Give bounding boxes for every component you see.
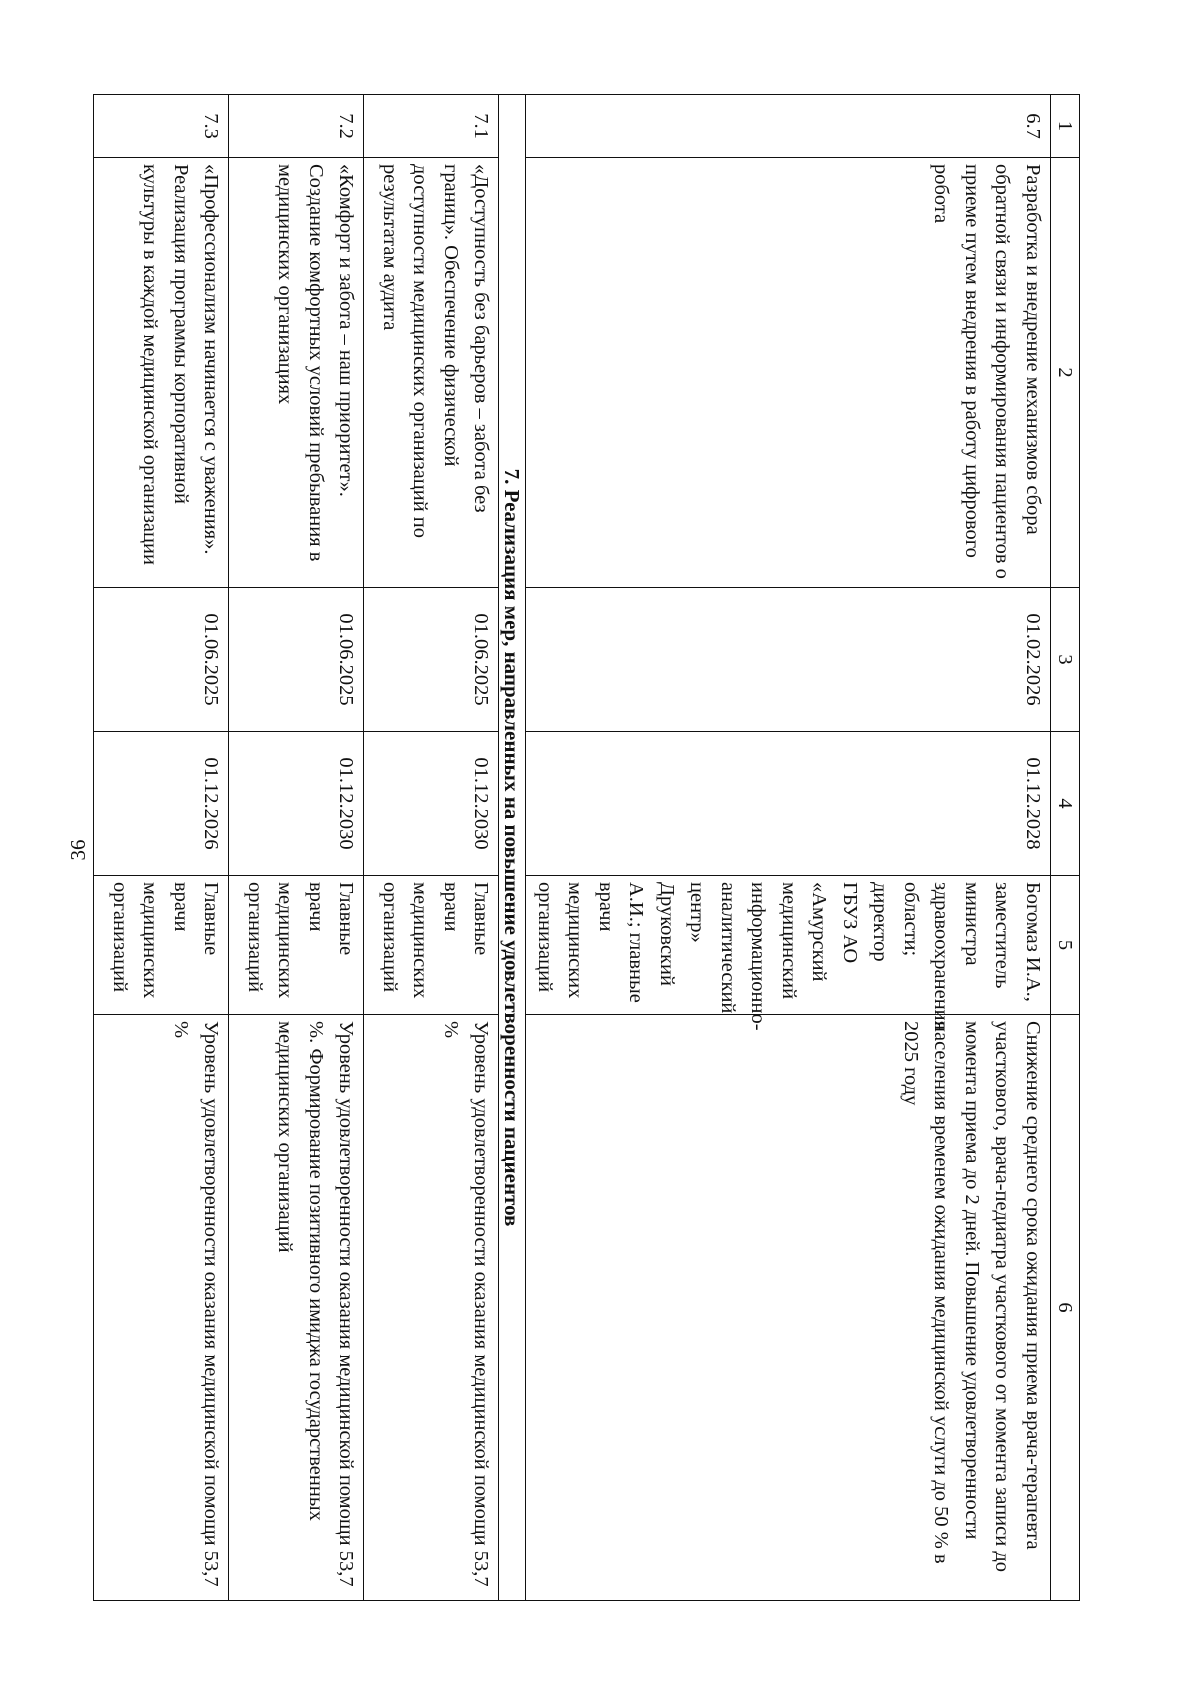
end-date-cell: 01.12.2026 <box>94 732 229 876</box>
measure-cell: Разработка и внедрение механизмов сбора обратной связи и информирования пациентов о приеме путем внедрения в работу цифрового робота <box>526 158 1051 588</box>
header-col-3: 3 <box>1051 588 1080 732</box>
table-row <box>364 95 499 1601</box>
measures-table <box>94 94 1081 1601</box>
result-cell: Уровень удовлетворенности оказания медицинской помощи 53,7 % <box>94 1015 229 1601</box>
result-cell: Снижение среднего срока ожидания приема врача-терапевта участкового, врача-педиатра участкового от момента записи до момента приема до 2 дней. Повышение удовлетворенности населения временем ожидания медицинской услуги до 50 % в 2025 году <box>526 1015 1051 1601</box>
table-row <box>526 95 1051 1601</box>
header-col-6: 6 <box>1051 1015 1080 1601</box>
responsible-cell: Богомаз И.А., заместитель министра здравоохранения области; директор ГБУЗ АО «Амурский медицинский информационно-аналитический центр» Друковский А.И.; главные врачи медицинских организаций <box>526 876 1051 1015</box>
measure-cell: «Комфорт и забота – наш приоритет». Создание комфортных условий пребывания в медицинских организациях <box>229 158 364 588</box>
measure-cell: «Профессионализм начинается с уважения». Реализация программы корпоративной культуры в каждой медицинской организации <box>94 158 229 588</box>
section-title-row <box>499 95 526 1601</box>
end-date-cell: 01.12.2030 <box>229 732 364 876</box>
row-number: 7.3 <box>94 95 229 158</box>
start-date-cell: 01.06.2025 <box>94 588 229 732</box>
page-number: 36 <box>66 839 90 861</box>
header-col-5: 5 <box>1051 876 1080 1015</box>
table-row <box>229 95 364 1601</box>
row-number: 7.1 <box>364 95 499 158</box>
end-date-cell: 01.12.2028 <box>526 732 1051 876</box>
header-col-1: 1 <box>1051 95 1080 158</box>
header-col-2: 2 <box>1051 158 1080 588</box>
start-date-cell: 01.06.2025 <box>229 588 364 732</box>
responsible-cell: Главные врачи медицинских организаций <box>364 876 499 1015</box>
table-header-row <box>1051 95 1080 1601</box>
result-cell: Уровень удовлетворенности оказания медицинской помощи 53,7 % <box>364 1015 499 1601</box>
row-number: 6.7 <box>526 95 1051 158</box>
rotated-table-page <box>109 94 1080 1600</box>
header-col-4: 4 <box>1051 732 1080 876</box>
table-row <box>94 95 229 1601</box>
row-number: 7.2 <box>229 95 364 158</box>
start-date-cell: 01.06.2025 <box>364 588 499 732</box>
measure-cell: «Доступность без барьеров – забота без границ». Обеспечение физической доступности медицинских организаций по результатам аудита <box>364 158 499 588</box>
responsible-cell: Главные врачи медицинских организаций <box>229 876 364 1015</box>
result-cell: Уровень удовлетворенности оказания медицинской помощи 53,7 %. Формирование позитивного имиджа государственных медицинских организаций <box>229 1015 364 1601</box>
responsible-cell: Главные врачи медицинских организаций <box>94 876 229 1015</box>
start-date-cell: 01.02.2026 <box>526 588 1051 732</box>
section-title: 7. Реализация мер, направленных на повышение удовлетворенности пациентов <box>499 95 526 1601</box>
end-date-cell: 01.12.2030 <box>364 732 499 876</box>
